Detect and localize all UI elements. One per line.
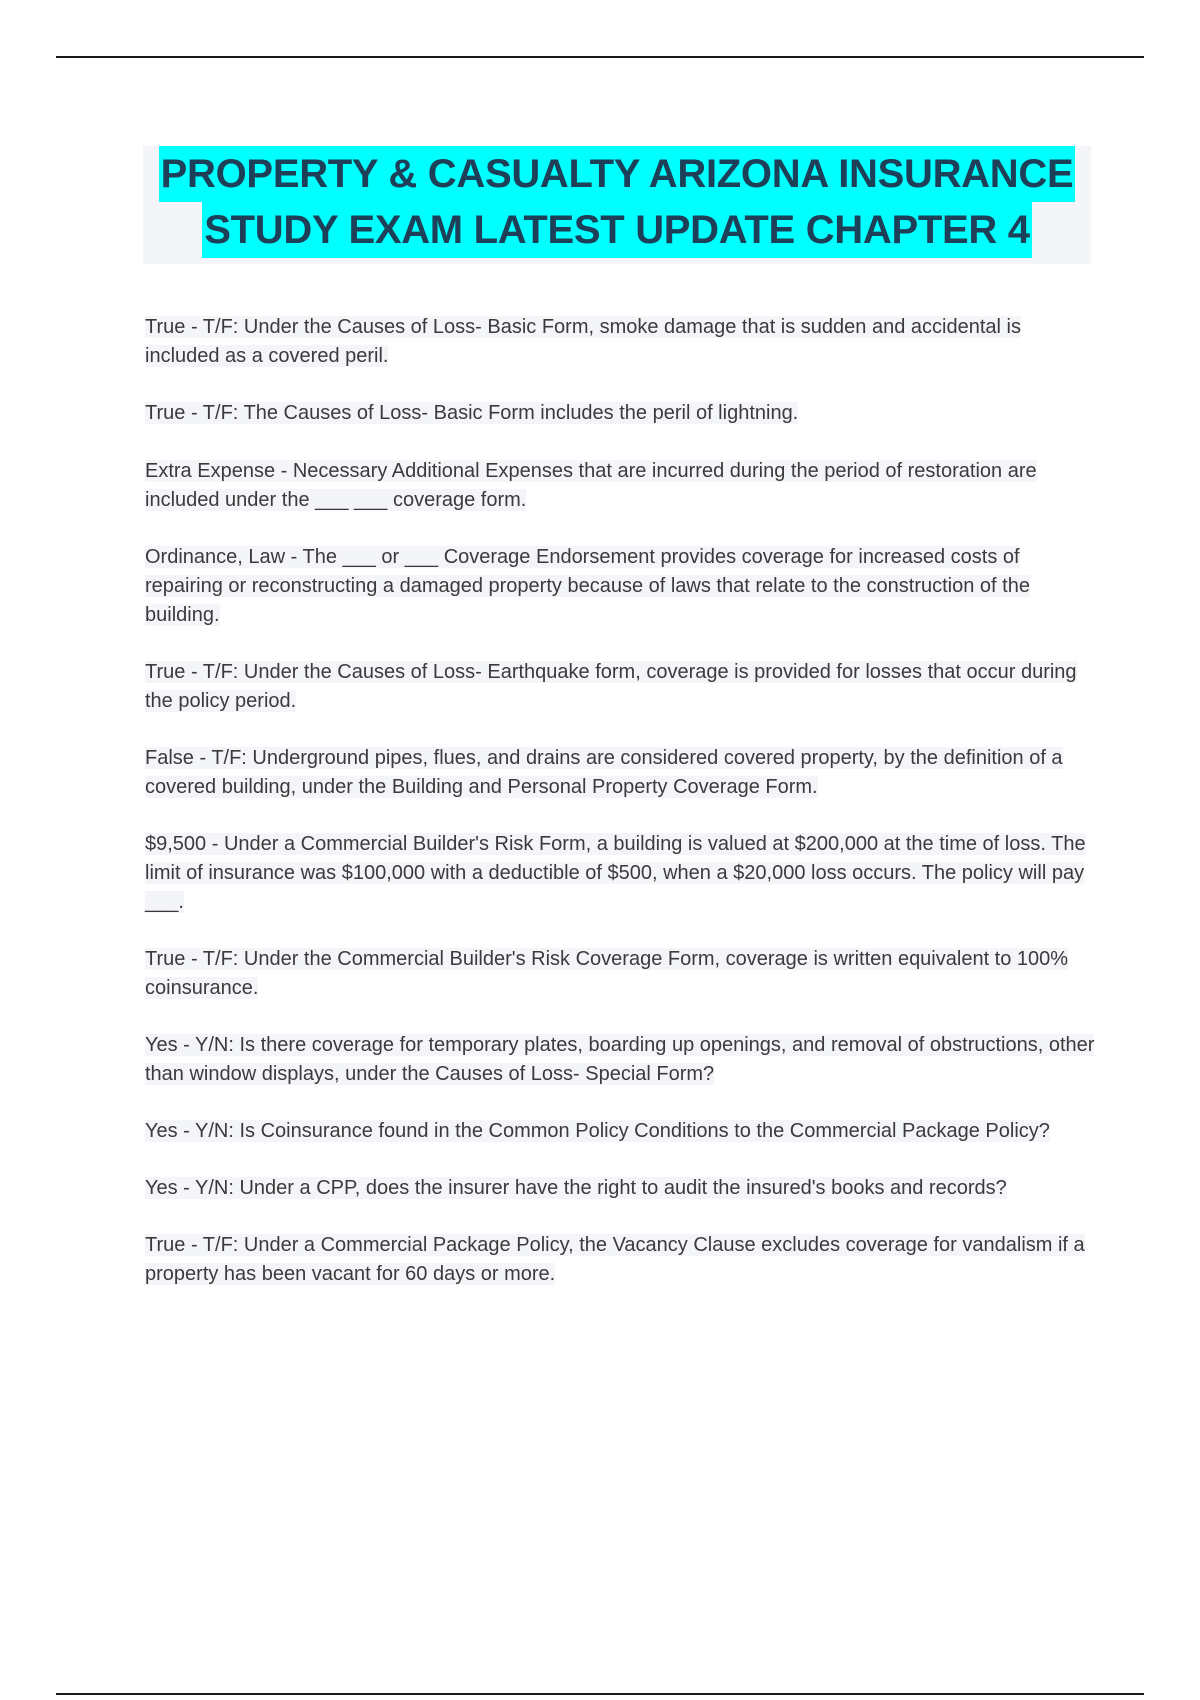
top-rule [56, 56, 1144, 58]
question-item-8: True - T/F: Under the Commercial Builder's Risk Coverage Form, coverage is written equivalent to 100% coinsurance. [145, 948, 1069, 999]
title-line-1: PROPERTY & CASUALTY ARIZONA INSURANCE [159, 146, 1076, 202]
question-item-4: Ordinance, Law - The ___ or ___ Coverage Endorsement provides coverage for increased costs of repairing or reconstructing a damaged property because of laws that relate to the construction of the building. [145, 546, 1030, 626]
document-title [143, 146, 1091, 264]
question-list [145, 313, 1095, 1289]
question-item-3: Extra Expense - Necessary Additional Expenses that are incurred during the period of restoration are included under the ___ ___ coverage form. [145, 460, 1037, 511]
question-item-6: False - T/F: Underground pipes, flues, and drains are considered covered property, by the definition of a covered building, under the Building and Personal Property Coverage Form. [145, 747, 1063, 798]
question-item-2: True - T/F: The Causes of Loss- Basic Form includes the peril of lightning. [145, 402, 799, 424]
question-item-9: Yes - Y/N: Is there coverage for temporary plates, boarding up openings, and removal of obstructions, other than window displays, under the Causes of Loss- Special Form? [145, 1034, 1095, 1085]
question-item-5: True - T/F: Under the Causes of Loss- Earthquake form, coverage is provided for losses that occur during the policy period. [145, 661, 1077, 712]
question-item-7: $9,500 - Under a Commercial Builder's Risk Form, a building is valued at $200,000 at the time of loss. The limit of insurance was $100,000 with a deductible of $500, when a $20,000 loss occurs. The policy will pay ___. [145, 833, 1086, 913]
question-item-10: Yes - Y/N: Is Coinsurance found in the Common Policy Conditions to the Commercial Package Policy? [145, 1120, 1050, 1142]
bottom-rule [56, 1693, 1144, 1695]
title-line-2: STUDY EXAM LATEST UPDATE CHAPTER 4 [202, 202, 1031, 258]
question-item-11: Yes - Y/N: Under a CPP, does the insurer have the right to audit the insured's books and records? [145, 1177, 1007, 1199]
question-item-1: True - T/F: Under the Causes of Loss- Basic Form, smoke damage that is sudden and accidental is included as a covered peril. [145, 316, 1021, 367]
question-item-12: True - T/F: Under a Commercial Package Policy, the Vacancy Clause excludes coverage for vandalism if a property has been vacant for 60 days or more. [145, 1234, 1085, 1285]
